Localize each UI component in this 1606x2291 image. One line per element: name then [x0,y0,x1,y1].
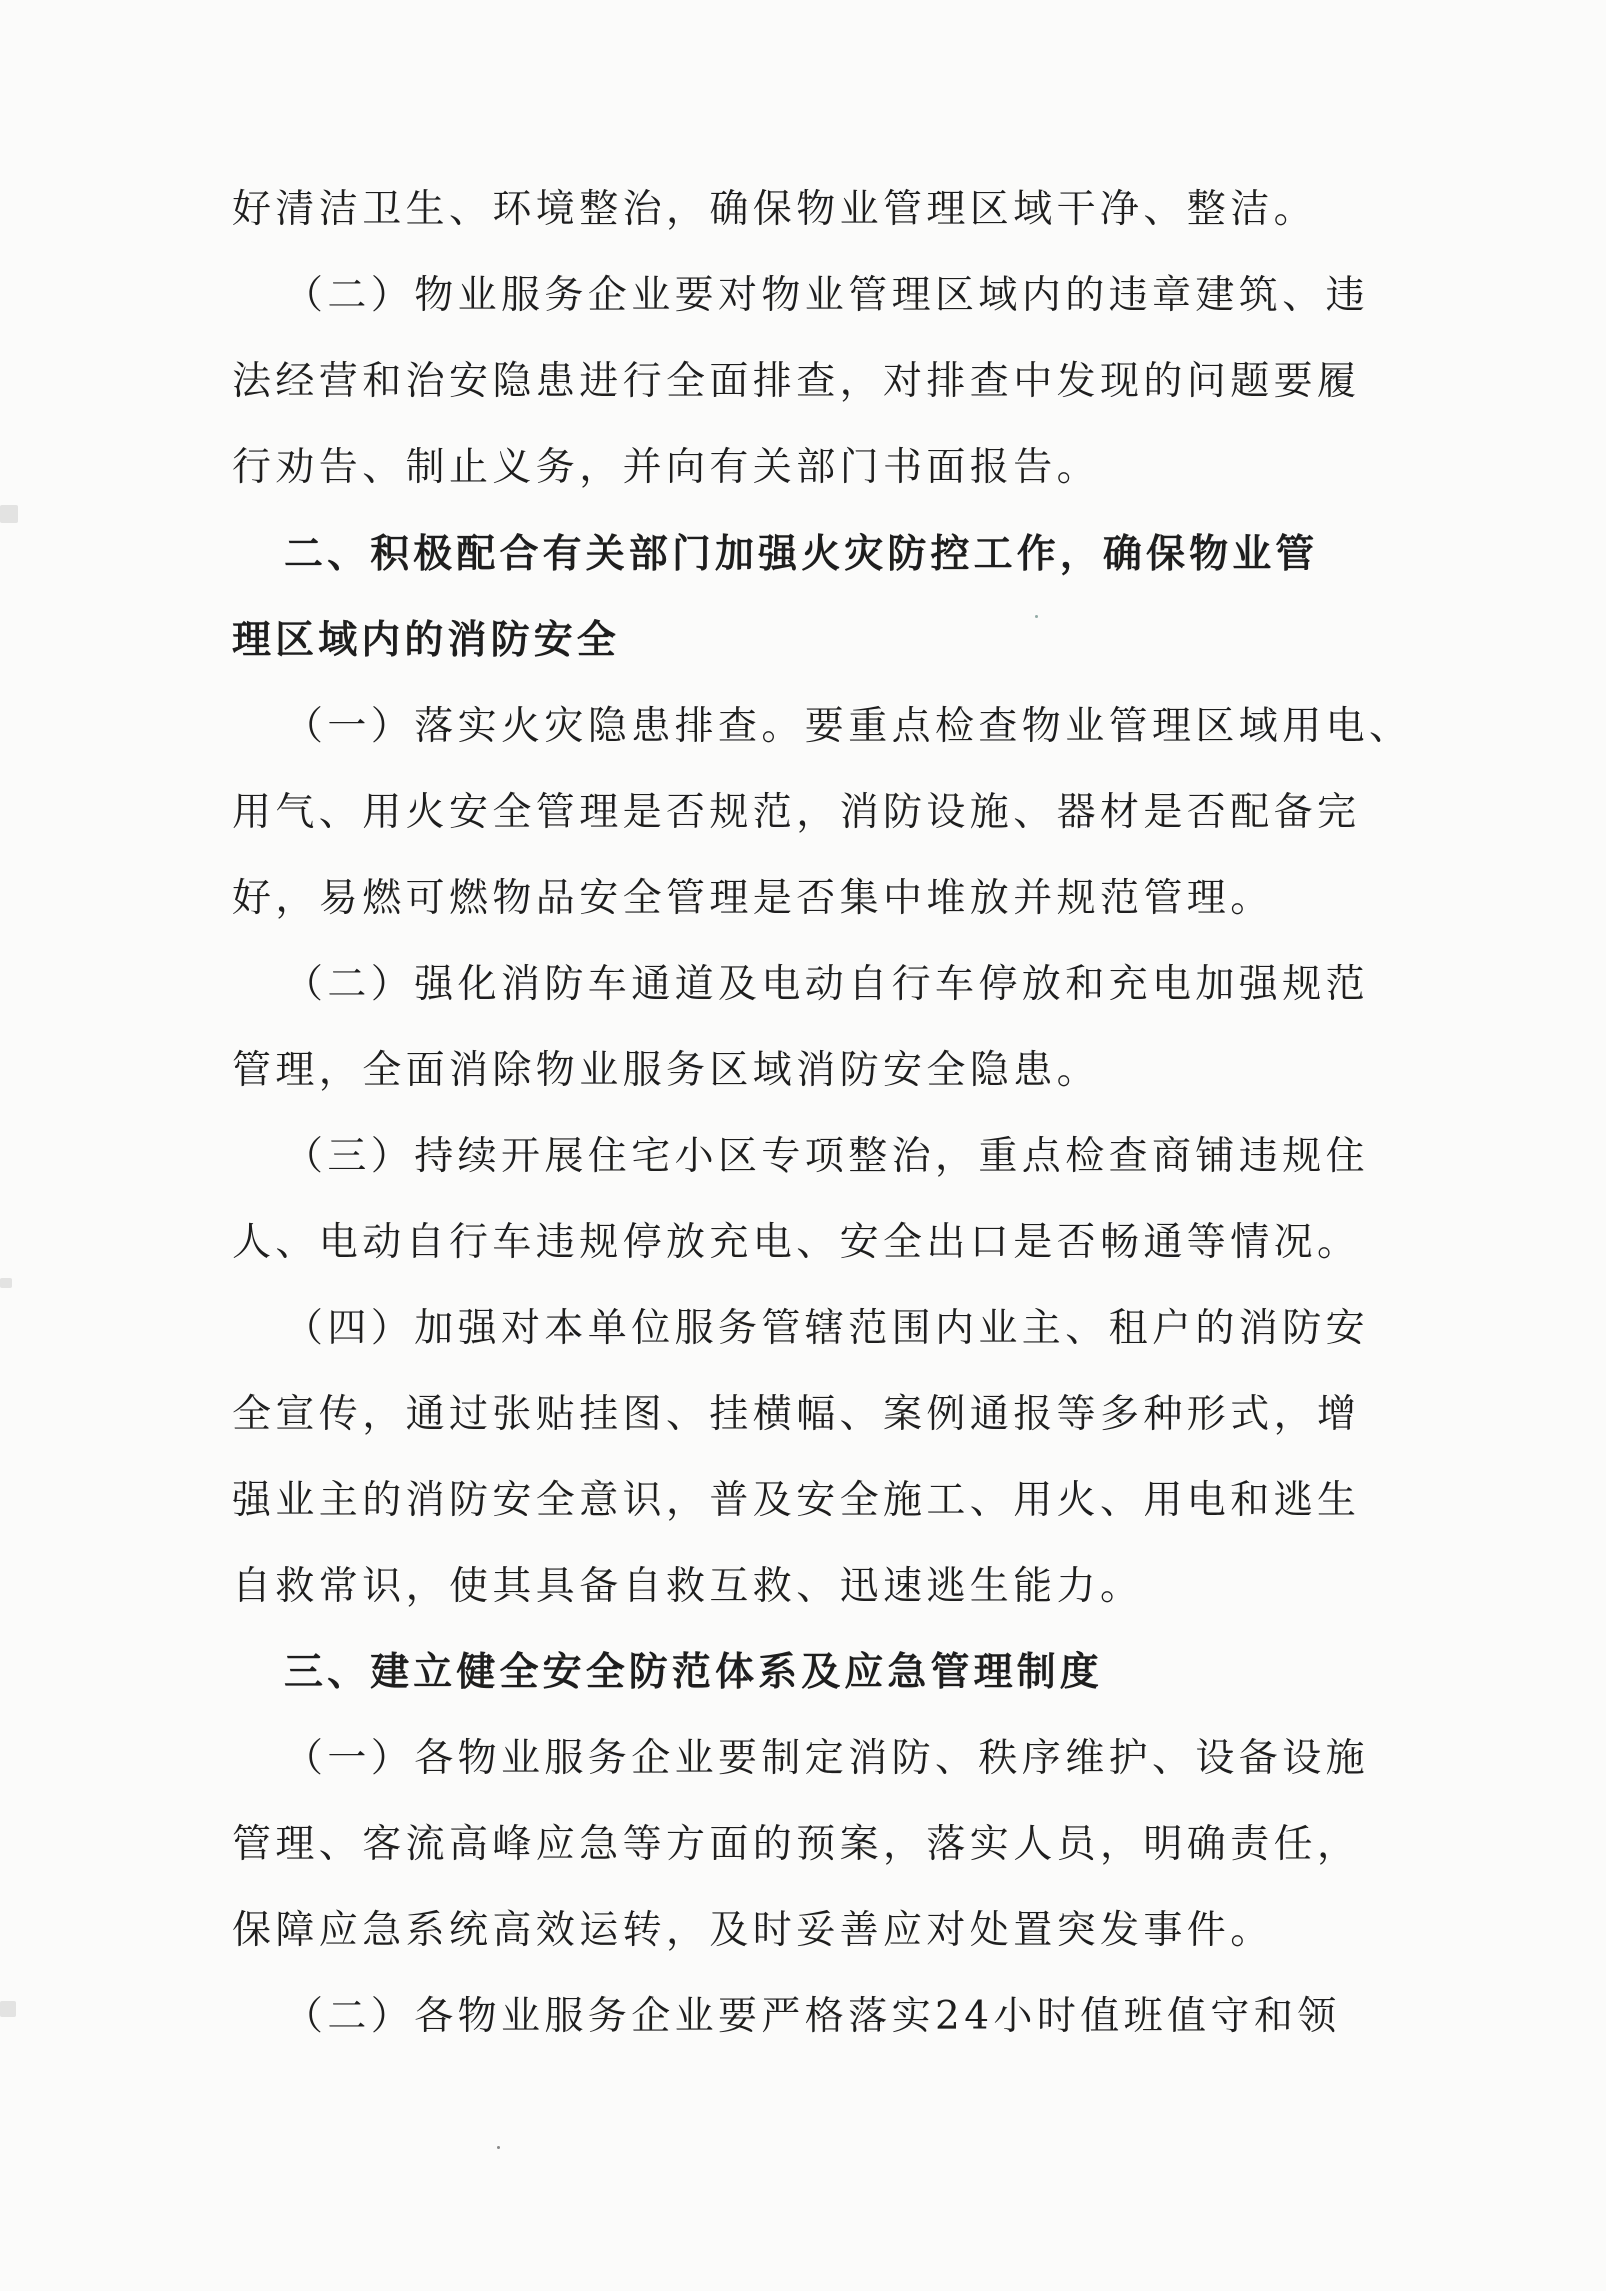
text-line: （四）加强对本单位服务管辖范围内业主、租户的消防安 [284,1306,1370,1351]
scan-mark [0,1278,12,1288]
scan-mark [1035,615,1038,618]
text-line: 管理，全面消除物业服务区域消防安全隐患。 [232,1048,1101,1093]
scan-mark [0,2001,16,2017]
text-line: 好，易燃可燃物品安全管理是否集中堆放并规范管理。 [232,876,1274,921]
scan-mark [497,2146,500,2149]
text-line: 用气、用火安全管理是否规范，消防设施、器材是否配备完 [232,790,1361,835]
text-line: 全宣传，通过张贴挂图、挂横幅、案例通报等多种形式，增 [232,1392,1361,1437]
text-line: （二）各物业服务企业要严格落实24小时值班值守和领 [284,1994,1341,2039]
text-line: （三）持续开展住宅小区专项整治，重点检查商铺违规住 [284,1134,1370,1179]
text-line: 强业主的消防安全意识，普及安全施工、用火、用电和逃生 [232,1478,1361,1523]
text-line: 好清洁卫生、环境整治，确保物业管理区域干净、整洁。 [232,187,1318,232]
section-heading: 三、建立健全安全防范体系及应急管理制度 [284,1650,1103,1695]
text-line: 法经营和治安隐患进行全面排查，对排查中发现的问题要履 [232,359,1361,404]
text-line: 人、电动自行车违规停放充电、安全出口是否畅通等情况。 [232,1220,1361,1265]
text-line: （一）各物业服务企业要制定消防、秩序维护、设备设施 [284,1736,1370,1781]
text-line: 行劝告、制止义务，并向有关部门书面报告。 [232,445,1101,490]
section-heading: 二、积极配合有关部门加强火灾防控工作，确保物业管 [284,532,1319,577]
section-heading: 理区域内的消防安全 [232,618,620,663]
scan-mark [0,505,18,523]
text-line: 自救常识，使其具备自救互救、迅速逃生能力。 [232,1564,1144,1609]
text-line: （二）强化消防车通道及电动自行车停放和充电加强规范 [284,962,1370,1007]
text-line: 管理、客流高峰应急等方面的预案，落实人员，明确责任， [232,1822,1361,1867]
text-line: （一）落实火灾隐患排查。要重点检查物业管理区域用电、 [284,704,1413,749]
text-line: 保障应急系统高效运转，及时妥善应对处置突发事件。 [232,1908,1274,1953]
text-line: （二）物业服务企业要对物业管理区域内的违章建筑、违 [284,273,1370,318]
